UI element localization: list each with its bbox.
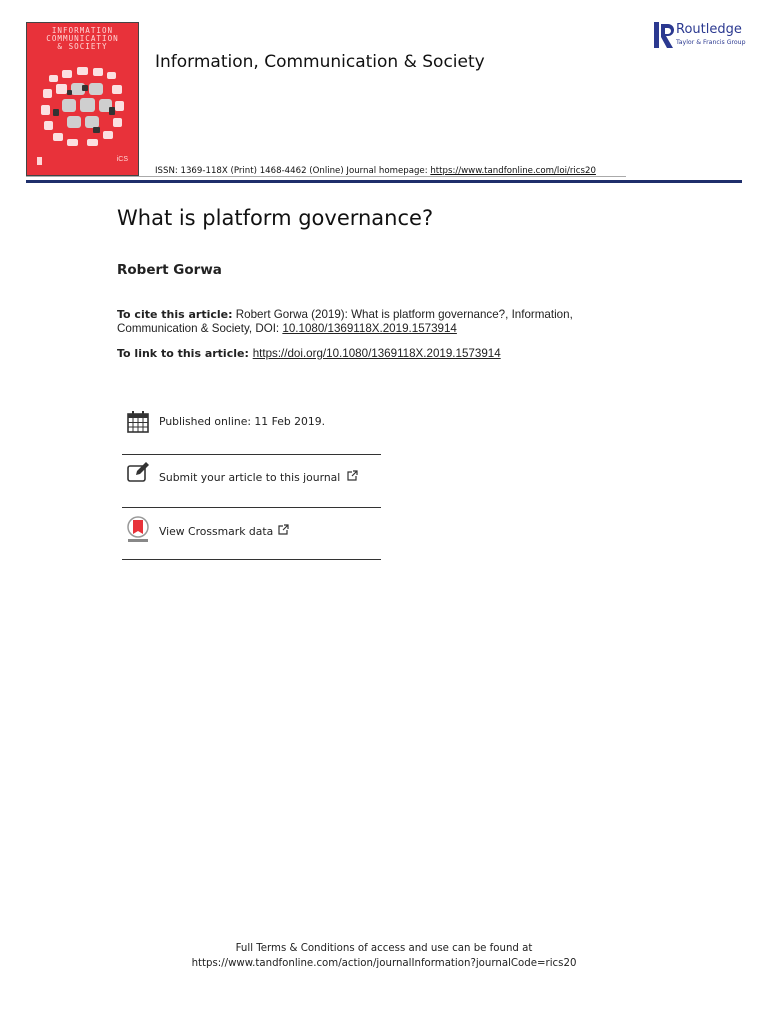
published-online-text: Published online: 11 Feb 2019. xyxy=(159,415,326,428)
publisher-name: Routledge xyxy=(676,22,742,37)
header-divider-thin xyxy=(26,176,626,177)
article-link-label: To link to this article: xyxy=(117,347,253,360)
submit-article-link[interactable]: Submit your article to this journal xyxy=(159,470,358,484)
info-divider xyxy=(122,454,381,455)
footer-terms-url[interactable]: https://www.tandfonline.com/action/journalInformation?journalCode=rics20 xyxy=(191,958,577,969)
issn-text: ISSN: 1369-118X (Print) 1468-4462 (Online) Journal homepage: xyxy=(155,166,431,176)
external-link-icon xyxy=(347,470,358,481)
crossmark-link[interactable]: View Crossmark data xyxy=(159,524,289,538)
citation-text-line1: Robert Gorwa (2019): What is platform governance?, Information, xyxy=(232,308,573,321)
published-online-item xyxy=(122,410,380,436)
issn-line xyxy=(155,166,596,176)
article-doi-url-link[interactable]: https://doi.org/10.1080/1369118X.2019.1573914 xyxy=(252,347,501,360)
citation-doi-link[interactable]: 10.1080/1369118X.2019.1573914 xyxy=(282,322,457,335)
publisher-tagline: Taylor & Francis Group xyxy=(676,39,746,46)
crossmark-item[interactable] xyxy=(122,516,380,546)
footer-terms-text: Full Terms & Conditions of access and use can be found at xyxy=(235,943,533,954)
article-author: Robert Gorwa xyxy=(117,262,222,278)
journal-cover xyxy=(26,22,139,176)
crossmark-icon xyxy=(125,516,151,544)
journal-homepage-link[interactable]: https://www.tandfonline.com/loi/rics20 xyxy=(430,166,596,176)
header-divider xyxy=(26,180,742,183)
info-divider xyxy=(122,559,381,560)
info-divider xyxy=(122,507,381,508)
citation-block xyxy=(117,308,597,336)
citation-label: To cite this article: xyxy=(117,308,233,321)
cover-title: INFORMATION COMMUNICATION & SOCIETY xyxy=(46,26,119,52)
journal-title: Information, Communication & Society xyxy=(155,52,485,72)
submit-article-item[interactable] xyxy=(122,462,380,490)
calendar-icon xyxy=(127,410,149,434)
cover-abbreviation: iCS xyxy=(116,156,128,163)
citation-text-line2: Communication & Society, DOI: xyxy=(117,322,283,335)
article-title: What is platform governance? xyxy=(117,206,434,230)
external-link-icon xyxy=(278,524,289,535)
edit-icon xyxy=(127,462,151,484)
article-link-line xyxy=(117,347,501,360)
